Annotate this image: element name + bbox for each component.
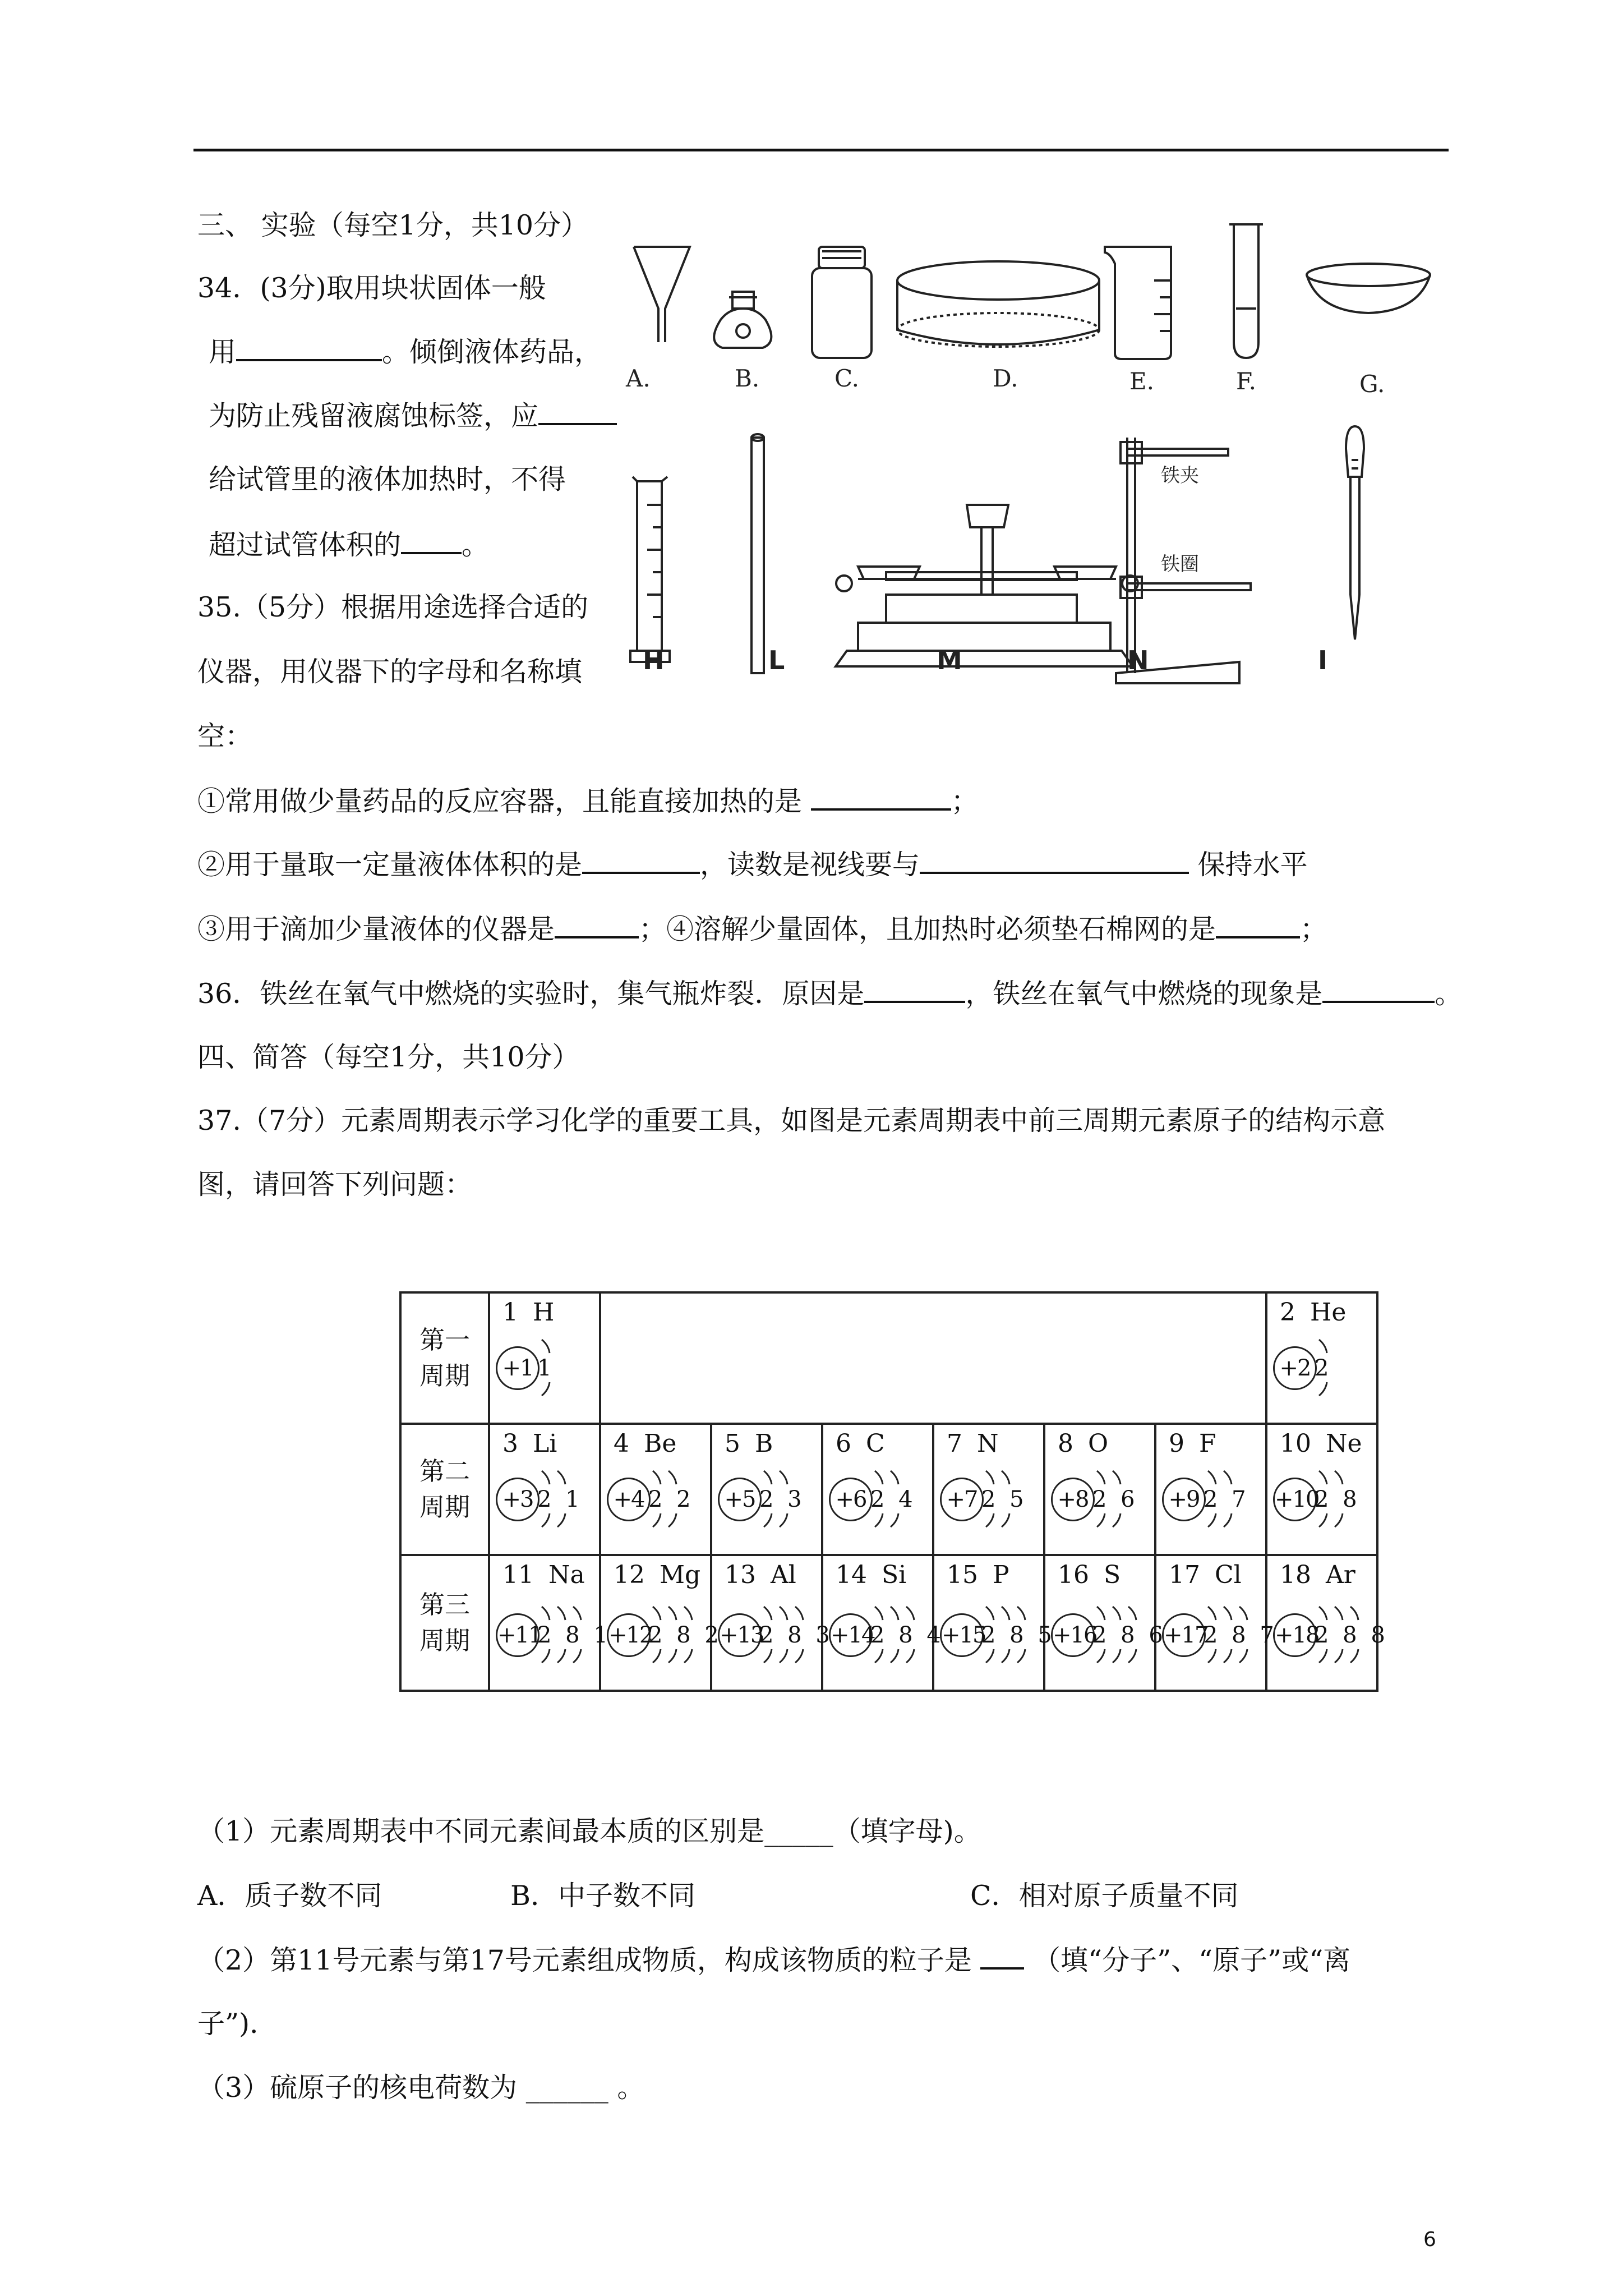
nucleus: +17 (1162, 1613, 1206, 1657)
label-a: A. (626, 365, 651, 392)
element-cell-n (933, 1424, 1044, 1555)
reagent-bottle-icon (812, 247, 872, 358)
atom-structure (1051, 1601, 1166, 1668)
q37-sub2 (197, 1943, 1350, 1977)
nucleus: +11 (496, 1613, 540, 1657)
element-cell-o (1044, 1424, 1155, 1555)
period-3-row (400, 1555, 1377, 1691)
q37-option-c[interactable]: C．相对原子质量不同 (970, 1880, 1239, 1912)
q35-item1-end: ； (951, 785, 979, 817)
element-cell-b (711, 1424, 822, 1555)
q37-line2: 图，请回答下列问题： (197, 1168, 473, 1200)
atom-structure (718, 1601, 833, 1668)
element-cell-s (1044, 1555, 1166, 1691)
electron-shells: 2 8 2 (648, 1622, 722, 1648)
element-label (502, 1429, 557, 1458)
q36-mid: ，铁丝在氧气中燃烧的现象是 (965, 978, 1323, 1010)
beaker-icon (1105, 247, 1171, 359)
q37-option-a[interactable]: A．质子数不同 (197, 1880, 382, 1912)
element-cell-al (711, 1555, 833, 1691)
periodic-table (399, 1291, 1389, 1692)
atomic-number: 16 (1058, 1561, 1089, 1589)
atom-structure (1162, 1601, 1278, 1668)
q37-sub2-cont: 子”)． (197, 2008, 278, 2040)
nucleus: +3 (496, 1478, 540, 1521)
electron-shells: 2 8 4 (870, 1622, 944, 1648)
period-1-label: 第一 周期 (419, 1325, 470, 1391)
element-symbol: Cl (1215, 1561, 1242, 1589)
atom-structure (496, 1465, 602, 1533)
answer-blank[interactable] (582, 847, 700, 874)
nucleus: +4 (607, 1478, 651, 1521)
atomic-number: 8 (1058, 1429, 1073, 1458)
element-cell-ar (1266, 1555, 1389, 1691)
atomic-number: 6 (836, 1429, 851, 1458)
dropper-icon (1346, 426, 1364, 639)
evaporating-dish-icon (1307, 264, 1430, 313)
q34-line5a: 超过试管体积的 (209, 529, 402, 561)
element-symbol: F (1199, 1429, 1216, 1458)
atomic-number: 7 (947, 1429, 962, 1458)
element-label (614, 1561, 700, 1589)
q34-line2 (209, 334, 602, 369)
nucleus: +9 (1162, 1478, 1206, 1521)
q35-item2-end: 保持水平 (1189, 849, 1308, 881)
atomic-number: 11 (502, 1561, 534, 1589)
element-symbol: Si (882, 1561, 907, 1589)
element-symbol: Na (548, 1561, 585, 1589)
label-g: G. (1359, 370, 1385, 398)
atom-structure (829, 1601, 944, 1668)
electron-shells: 2 5 (981, 1487, 1027, 1512)
q35-item3 (197, 912, 1327, 946)
element-label (947, 1429, 999, 1458)
element-symbol: B (755, 1429, 773, 1458)
label-iron-clamp: 铁夹 (1161, 464, 1199, 487)
nucleus: +12 (607, 1613, 651, 1657)
period-2-label: 第二 周期 (419, 1456, 470, 1522)
label-d: D. (993, 365, 1018, 392)
nucleus: +10 (1273, 1478, 1317, 1521)
electron-shells: 2 8 1 (537, 1622, 611, 1648)
q35-item2-text: ②用于量取一定量液体体积的是 (197, 849, 583, 881)
atom-structure (1162, 1465, 1269, 1533)
electron-shells: 2 8 7 (1204, 1622, 1278, 1648)
label-iron-ring: 铁圈 (1161, 553, 1199, 576)
element-symbol: H (533, 1298, 555, 1327)
element-label (1280, 1561, 1355, 1589)
q36-text: 36．铁丝在氧气中燃烧的实验时，集气瓶炸裂．原因是 (197, 978, 865, 1010)
glass-rod-icon (751, 434, 764, 673)
q34-line3 (209, 398, 617, 433)
element-label (1169, 1561, 1242, 1589)
period-1-row (400, 1292, 1377, 1424)
element-cell-f (1155, 1424, 1266, 1555)
nucleus: +2 (1273, 1346, 1317, 1390)
header-rule (193, 149, 1449, 151)
q37-sub3: （3）硫原子的核电荷数为 ______ 。 (197, 2072, 645, 2104)
answer-blank[interactable] (538, 398, 617, 425)
q35-line2: 仪器，用仪器下的字母和名称填 (197, 656, 583, 688)
atom-structure (829, 1465, 935, 1533)
label-l: L (768, 645, 785, 675)
label-f: F. (1236, 367, 1256, 395)
q35-item2-mid: ，读数是视线要与 (700, 849, 920, 881)
alcohol-lamp-icon (714, 292, 771, 348)
electron-shells: 2 8 3 (759, 1622, 833, 1648)
answer-blank[interactable] (811, 784, 951, 811)
electron-shells: 2 2 (648, 1487, 694, 1512)
element-cell-he (1266, 1292, 1377, 1424)
element-symbol: S (1104, 1561, 1121, 1589)
q36 (197, 976, 1462, 1011)
q35-line1: 35.（5分）根据用途选择合适的 (197, 591, 589, 623)
element-symbol: Ar (1326, 1561, 1355, 1589)
q34-line4: 给试管里的液体加热时，不得 (209, 463, 566, 495)
atomic-number: 3 (502, 1429, 518, 1458)
apparatus-drawings (623, 213, 1464, 684)
label-b: B. (735, 365, 760, 392)
nucleus: +14 (829, 1613, 873, 1657)
atom-structure (718, 1465, 824, 1533)
atom-structure (496, 1334, 602, 1401)
q34-line5 (209, 527, 489, 562)
element-label (836, 1429, 885, 1458)
q35-item1-text: ①常用做少量药品的反应容器，且能直接加热的是 (197, 785, 811, 817)
answer-blank[interactable] (980, 1943, 1024, 1970)
atom-structure (607, 1601, 722, 1668)
page-number: 6 (1423, 2228, 1436, 2251)
period-3-header (400, 1555, 489, 1691)
element-cell-ne (1266, 1424, 1377, 1555)
electron-shells: 2 1 (537, 1487, 583, 1512)
element-cell-c (822, 1424, 933, 1555)
atomic-number: 15 (947, 1561, 978, 1589)
element-symbol: He (1310, 1298, 1347, 1327)
answer-blank[interactable] (555, 912, 639, 938)
electron-shells: 2 8 5 (981, 1622, 1055, 1648)
section3-title: 三、 实验（每空1分，共10分） (197, 209, 589, 241)
element-label (502, 1561, 585, 1589)
q35-item1 (197, 784, 979, 818)
q35-item3-mid: ；④溶解少量固体，且加热时必须垫石棉网的是 (639, 913, 1216, 945)
element-label (725, 1561, 796, 1589)
atomic-number: 1 (502, 1298, 518, 1327)
element-label (1280, 1298, 1346, 1327)
nucleus: +7 (940, 1478, 984, 1521)
apparatus-figure (623, 213, 1464, 684)
test-tube-icon (1229, 224, 1263, 358)
q36-end: 。 (1435, 978, 1463, 1010)
atom-structure (496, 1601, 611, 1668)
element-symbol: Mg (660, 1561, 701, 1589)
label-e: E. (1129, 367, 1155, 395)
atom-structure (1273, 1465, 1380, 1533)
nucleus: +18 (1273, 1613, 1317, 1657)
atom-structure (940, 1601, 1055, 1668)
element-label (1280, 1429, 1362, 1458)
answer-blank[interactable] (401, 527, 462, 554)
atomic-number: 17 (1169, 1561, 1200, 1589)
element-symbol: Al (771, 1561, 796, 1589)
q37-sub1: （1）元素周期表中不同元素间最本质的区别是_____（填字母)。 (197, 1815, 981, 1847)
element-symbol: Li (533, 1429, 557, 1458)
atomic-number: 12 (614, 1561, 645, 1589)
atomic-number: 4 (614, 1429, 629, 1458)
period-2-row (400, 1424, 1377, 1555)
nucleus: +16 (1051, 1613, 1095, 1657)
atom-structure (940, 1465, 1046, 1533)
element-cell-mg (600, 1555, 722, 1691)
q37-option-b[interactable]: B．中子数不同 (510, 1880, 696, 1912)
electron-shells: 2 6 (1092, 1487, 1138, 1512)
atomic-number: 14 (836, 1561, 867, 1589)
period-3-label: 第三 周期 (419, 1590, 470, 1655)
label-n: N (1127, 645, 1149, 675)
label-h: H (643, 645, 665, 675)
electron-shells: 2 8 6 (1092, 1622, 1166, 1648)
q34-line5b: 。 (462, 529, 490, 561)
element-symbol: C (866, 1429, 885, 1458)
atom-structure (1273, 1334, 1380, 1401)
element-label (725, 1429, 773, 1458)
nucleus: +15 (940, 1613, 984, 1657)
element-cell-be (600, 1424, 711, 1555)
element-label (947, 1561, 1009, 1589)
element-label (502, 1298, 554, 1327)
nucleus: +8 (1051, 1478, 1095, 1521)
q35-line3: 空： (197, 720, 253, 752)
q34-line2a: 用 (209, 336, 237, 368)
atomic-number: 5 (725, 1429, 740, 1458)
element-symbol: N (977, 1429, 999, 1458)
element-label (1058, 1429, 1108, 1458)
element-cell-cl (1155, 1555, 1278, 1691)
answer-blank[interactable] (1322, 976, 1435, 1003)
answer-blank[interactable] (236, 334, 382, 361)
element-cell-li (489, 1424, 600, 1555)
electron-shells: 2 4 (870, 1487, 916, 1512)
element-cell-p (933, 1555, 1055, 1691)
element-label (836, 1561, 906, 1589)
funnel-icon (634, 247, 690, 342)
atomic-number: 9 (1169, 1429, 1184, 1458)
nucleus: +5 (718, 1478, 762, 1521)
element-label (1058, 1561, 1121, 1589)
electron-shells: 2 8 (1315, 1487, 1361, 1512)
nucleus: +6 (829, 1478, 873, 1521)
electron-shells: 2 7 (1204, 1487, 1249, 1512)
q37-sub2-text: （2）第11号元素与第17号元素组成物质，构成该物质的粒子是 (197, 1944, 981, 1976)
answer-blank[interactable] (1216, 912, 1300, 938)
atom-structure (1051, 1465, 1158, 1533)
electron-shells: 1 (537, 1355, 555, 1381)
answer-blank[interactable] (864, 976, 965, 1003)
element-cell-si (822, 1555, 944, 1691)
balance-icon (836, 505, 1138, 666)
nucleus: +13 (718, 1613, 762, 1657)
element-cell-h (489, 1292, 600, 1424)
electron-shells: 2 (1315, 1355, 1332, 1381)
q35-item3-end: ； (1300, 913, 1328, 945)
element-cell-na (489, 1555, 611, 1691)
atomic-number: 2 (1280, 1298, 1295, 1327)
nucleus: +1 (496, 1346, 540, 1390)
element-symbol: O (1088, 1429, 1109, 1458)
electron-shells: 2 3 (759, 1487, 805, 1512)
label-m: M (937, 645, 962, 675)
period-2-header (400, 1424, 489, 1555)
atom-structure (607, 1465, 713, 1533)
element-symbol: Be (644, 1429, 677, 1458)
element-label (614, 1429, 676, 1458)
q34-line3-text: 为防止残留液腐蚀标签，应 (209, 400, 539, 432)
q35-item3-text: ③用于滴加少量液体的仪器是 (197, 913, 555, 945)
q37-line1: 37.（7分）元素周期表示学习化学的重要工具，如图是元素周期表中前三周期元素原子的结构示意 (197, 1105, 1386, 1137)
q37-sub2-end: （填“分子”、“原子”或“离 (1024, 1944, 1351, 1976)
element-label (1169, 1429, 1216, 1458)
label-i: I (1318, 645, 1328, 675)
q34-line1: 34．(3分)取用块状固体一般 (197, 272, 546, 304)
answer-blank[interactable] (920, 847, 1189, 874)
empty-block (600, 1292, 1266, 1424)
label-c: C. (834, 365, 859, 392)
electron-shells: 2 8 8 (1315, 1622, 1389, 1648)
atomic-number: 13 (725, 1561, 756, 1589)
element-symbol: P (993, 1561, 1009, 1589)
element-symbol: Ne (1326, 1429, 1362, 1458)
graduated-cylinder-icon (630, 477, 670, 662)
atomic-number: 18 (1280, 1561, 1311, 1589)
period-1-header (400, 1292, 489, 1424)
q35-item2 (197, 847, 1308, 882)
culture-dish-icon (897, 261, 1099, 347)
q34-line2b: 。倾倒液体药品， (382, 336, 602, 368)
section4-title: 四、简答（每空1分，共10分） (197, 1041, 580, 1073)
atomic-number: 10 (1280, 1429, 1311, 1458)
atom-structure (1273, 1601, 1389, 1668)
